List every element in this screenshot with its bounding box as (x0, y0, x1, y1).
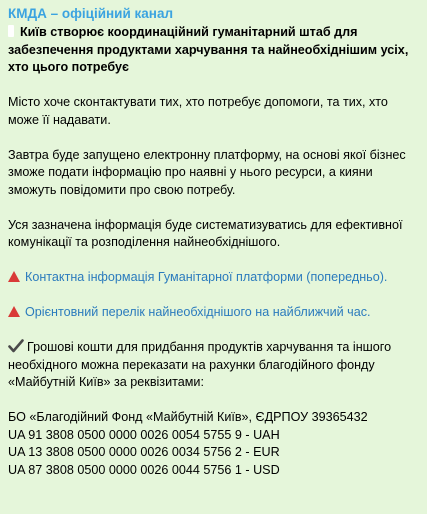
white-bar-icon (8, 25, 14, 37)
message-paragraph-3: Уся зазначена інформація буде систематизуватись для ефективної комунікації та розподілення найнеобхіднішого. (8, 217, 403, 249)
contact-info-link[interactable]: Контактна інформація Гуманітарної платформи (попередньо). (25, 270, 388, 284)
iban-eur: UA 13 3808 0500 0000 0026 0034 5756 2 - EUR (8, 445, 280, 459)
message-headline (8, 24, 419, 77)
red-triangle-icon (8, 271, 20, 282)
contact-info-item (8, 269, 419, 287)
check-mark-icon (8, 339, 24, 353)
message-paragraph-2: Завтра буде запущено електронну платформу, на основі якої бізнес зможе подати інформацію про наявні у нього ресурси, а кияни зможуть повідомити про свою потребу. (8, 147, 406, 197)
channel-name[interactable]: КМДА – офіційний канал (8, 6, 174, 21)
iban-usd: UA 87 3808 0500 0000 0026 0044 5756 1 - USD (8, 462, 280, 477)
headline-text: Київ створює координаційний гуманітарний штаб для забезпечення продуктами харчування та найнеобхіднішим усіх, хто цього потребує (8, 25, 409, 74)
message-paragraph-1: Місто хоче сконтактувати тих, хто потребує допомоги, та тих, хто може її надавати. (8, 95, 388, 127)
essentials-list-link[interactable]: Орієнтовний перелік найнеобхіднішого на найближчий час. (25, 305, 371, 319)
bank-details (8, 409, 419, 479)
donation-paragraph (8, 339, 419, 392)
donation-text: Грошові кошти для придбання продуктів харчування та іншого необхідного можна переказати на рахунки благодійного фонду «Майбутній Київ» за реквізитами: (8, 340, 392, 389)
bank-org: БО «Благодійний Фонд «Майбутній Київ», ЄДРПОУ 39365432 (8, 410, 368, 424)
essentials-item (8, 304, 419, 322)
iban-uah: UA 91 3808 0500 0000 0026 0054 5755 9 - UAH (8, 427, 280, 442)
red-triangle-icon (8, 306, 20, 317)
